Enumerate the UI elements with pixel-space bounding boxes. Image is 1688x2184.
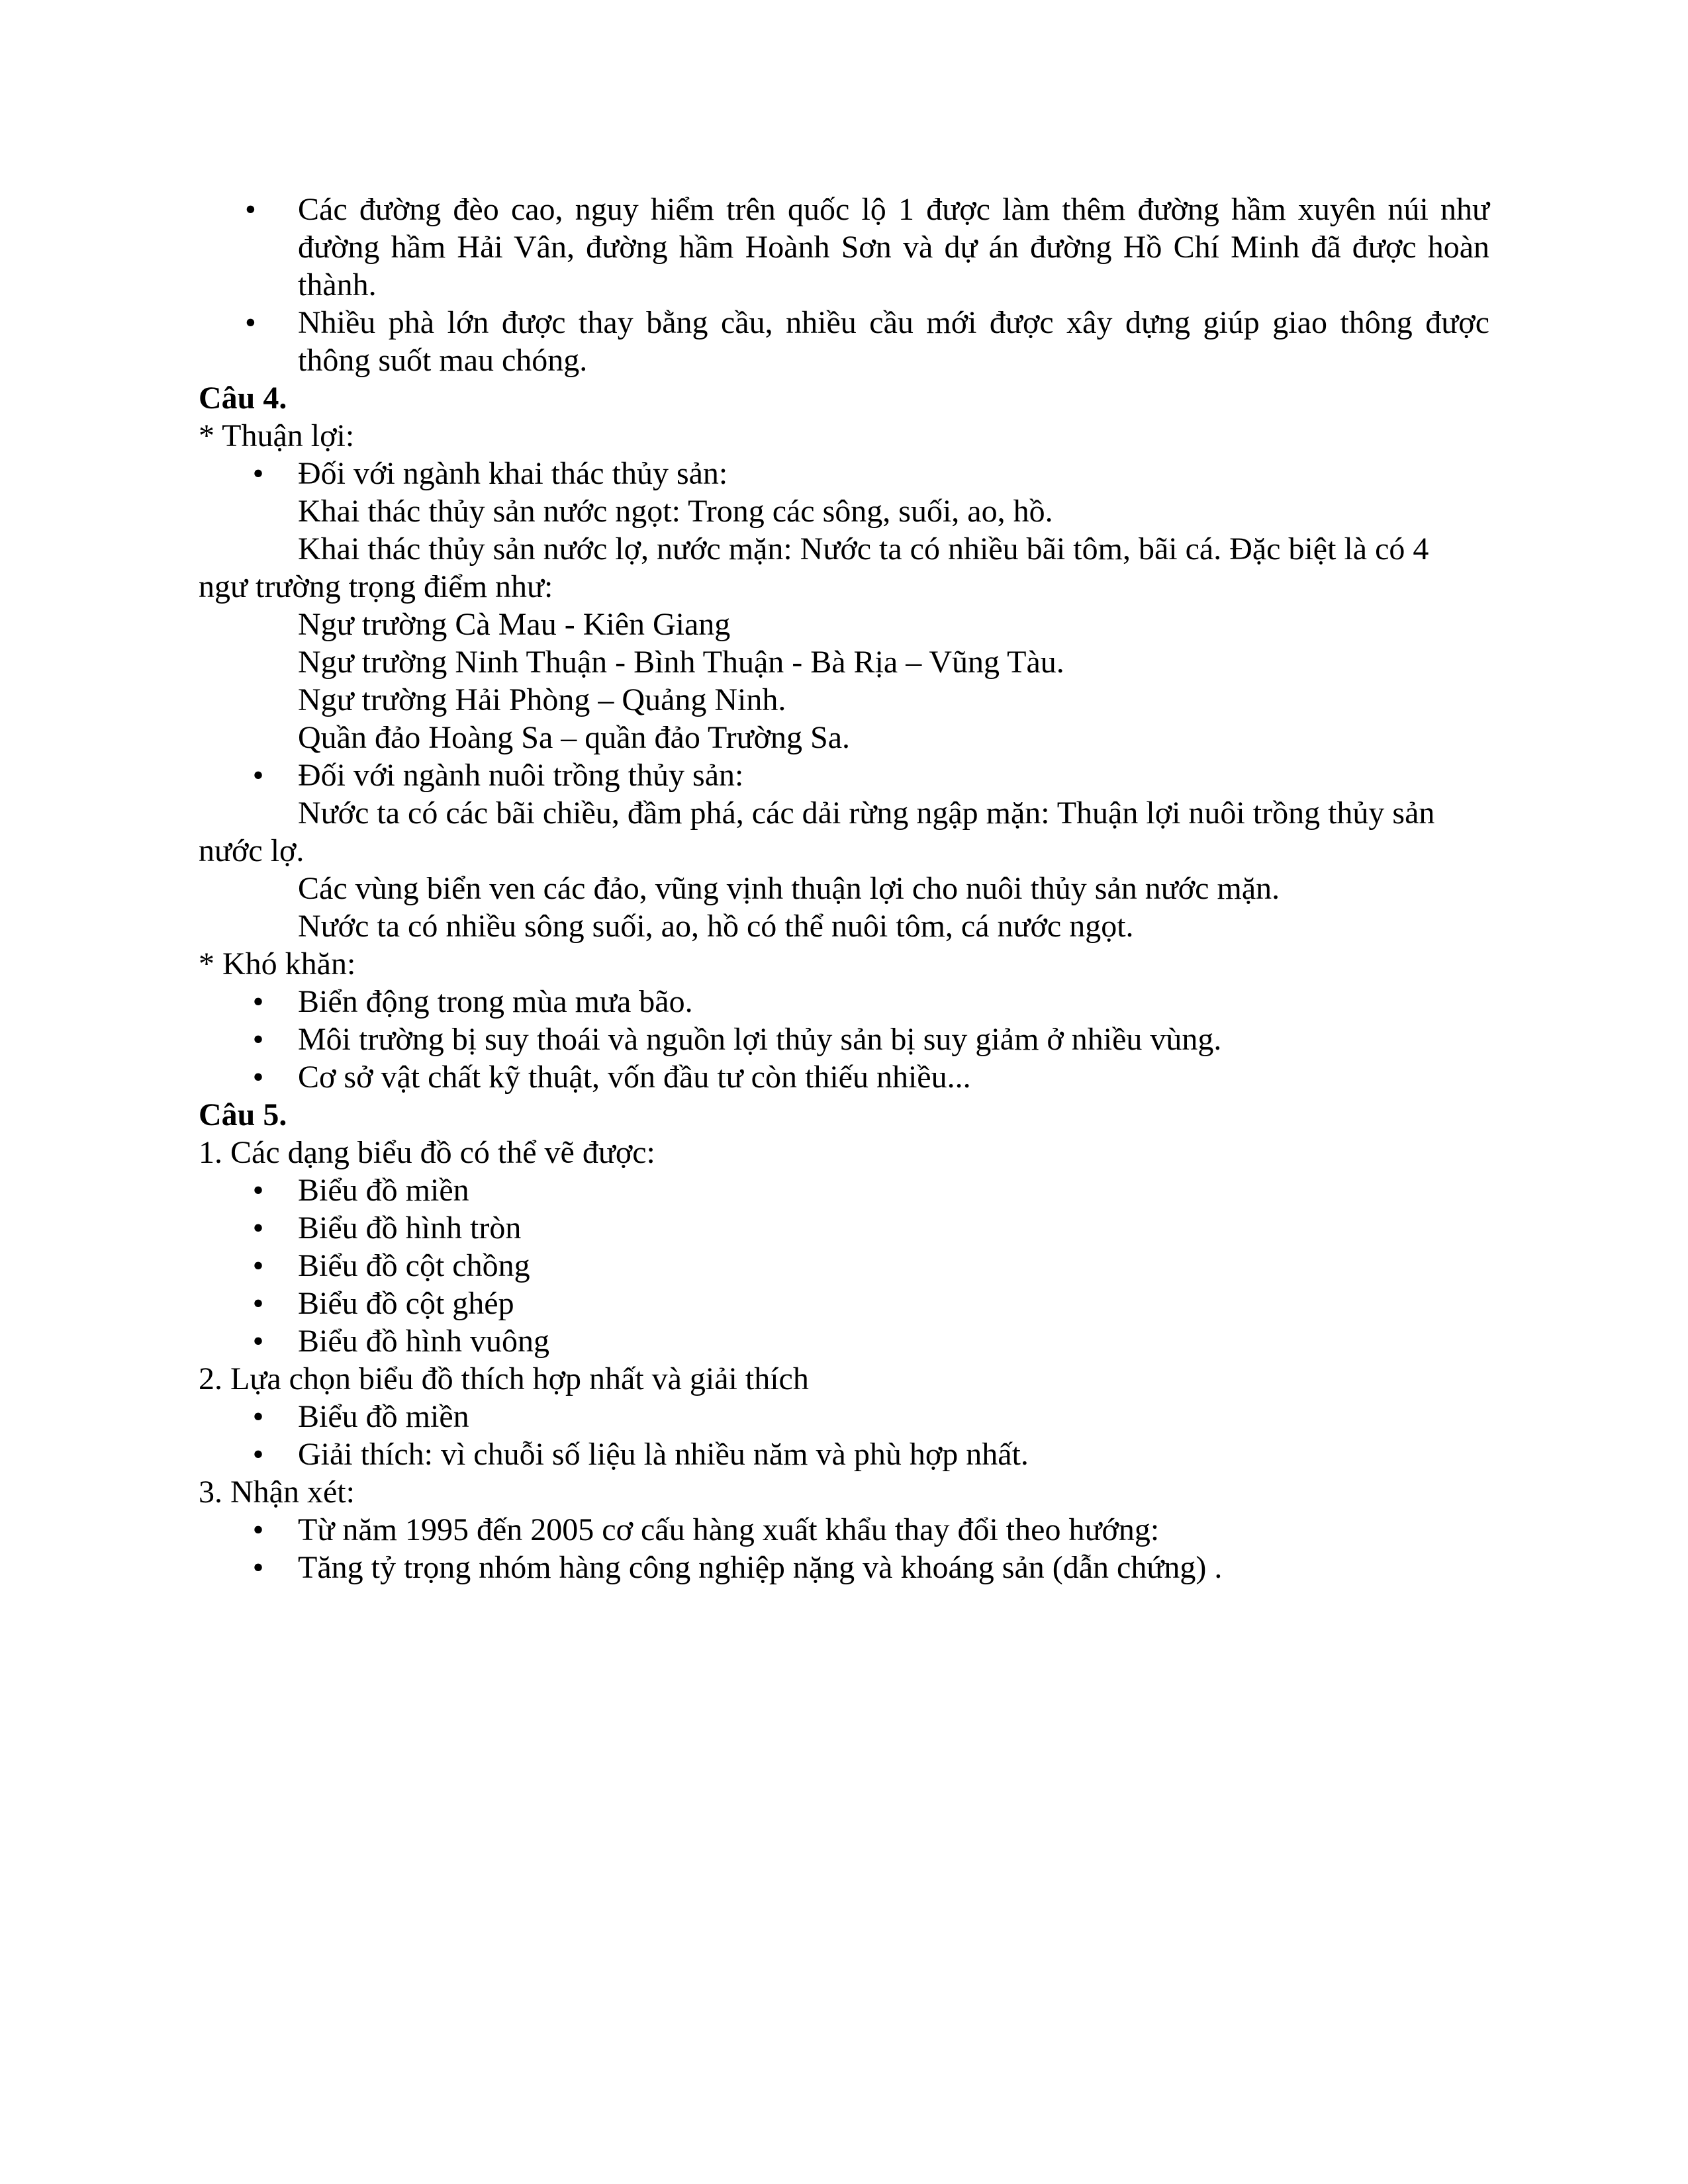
fishing-ground-item: Ngư trường Cà Mau - Kiên Giang (298, 607, 731, 642)
fishing-freshwater-line: Khai thác thủy sản nước ngọt: Trong các sông, suối, ao, hồ. (298, 494, 1053, 529)
intro-bullet-text: Các đường đèo cao, nguy hiểm trên quốc lộ 1 được làm thêm đường hầm xuyên núi như đường hầm Hải Vân, đường hầm Hoành Sơn và dự án đường Hồ Chí Minh đã được hoàn thành. (298, 192, 1489, 302)
part-1-label: 1. Các dạng biểu đồ có thể vẽ được: (199, 1135, 655, 1170)
bullet-icon: • (252, 1248, 264, 1283)
farming-brackish-line: Nước ta có các bãi chiều, đầm phá, các dải rừng ngập mặn: Thuận lợi nuôi trồng thủy sản (298, 796, 1435, 831)
intro-bullet (199, 304, 1489, 379)
chart-type-text: Biểu đồ cột ghép (298, 1286, 514, 1321)
fishing-ground-item: Ngư trường Hải Phòng – Quảng Ninh. (298, 682, 786, 717)
farming-bullet (199, 756, 1489, 794)
remark-text: Từ năm 1995 đến 2005 cơ cấu hàng xuất khẩu thay đổi theo hướng: (298, 1512, 1160, 1547)
fishing-ground-item: Ngư trường Ninh Thuận - Bình Thuận - Bà Rịa – Vũng Tàu. (298, 645, 1064, 680)
fishing-bullet-text: Đối với ngành khai thác thủy sản: (298, 456, 728, 491)
fishing-ground-item: Quần đảo Hoàng Sa – quần đảo Trường Sa. (298, 720, 850, 755)
intro-bullet-text: Nhiều phà lớn được thay bằng cầu, nhiều cầu mới được xây dựng giúp giao thông được thông suốt mau chóng. (298, 305, 1489, 378)
fishing-saltwater-line-cont: ngư trường trọng điểm như: (199, 569, 553, 604)
question-4-heading: Câu 4. (199, 381, 287, 416)
difficulty-text: Môi trường bị suy thoái và nguồn lợi thủy sản bị suy giảm ở nhiều vùng. (298, 1022, 1222, 1057)
bullet-icon: • (252, 1210, 264, 1246)
difficulty-text: Biển động trong mùa mưa bão. (298, 984, 693, 1019)
remark-item (199, 1511, 1489, 1549)
difficulty-item (199, 1058, 1489, 1096)
bullet-icon: • (252, 1512, 264, 1547)
bullet-icon: • (252, 1437, 264, 1472)
bullet-icon: • (252, 1286, 264, 1321)
farming-saltwater-line: Các vùng biển ven các đảo, vũng vịnh thuận lợi cho nuôi thủy sản nước mặn. (298, 871, 1280, 906)
chart-type-item (199, 1171, 1489, 1209)
choice-text: Biểu đồ miền (298, 1399, 469, 1434)
intro-bullet (199, 191, 1489, 304)
bullet-icon: • (252, 1060, 264, 1095)
bullet-icon: • (245, 305, 256, 340)
bullet-icon: • (252, 1399, 264, 1434)
choice-item (199, 1398, 1489, 1435)
farming-freshwater-line: Nước ta có nhiều sông suối, ao, hồ có thể nuôi tôm, cá nước ngọt. (298, 909, 1134, 944)
bullet-icon: • (252, 1550, 264, 1585)
remark-item (199, 1549, 1489, 1586)
chart-type-text: Biểu đồ cột chồng (298, 1248, 530, 1283)
bullet-icon: • (252, 984, 264, 1019)
document-page (199, 191, 1489, 1586)
chart-type-text: Biểu đồ hình vuông (298, 1324, 549, 1359)
part-2-label: 2. Lựa chọn biểu đồ thích hợp nhất và giải thích (199, 1361, 809, 1396)
bullet-icon: • (245, 192, 256, 227)
choice-item (199, 1435, 1489, 1473)
chart-type-item (199, 1209, 1489, 1247)
part-3-label: 3. Nhận xét: (199, 1475, 355, 1510)
question-5-heading: Câu 5. (199, 1097, 287, 1132)
bullet-icon: • (252, 758, 264, 793)
choice-text: Giải thích: vì chuỗi số liệu là nhiều năm và phù hợp nhất. (298, 1437, 1029, 1472)
fishing-saltwater-line: Khai thác thủy sản nước lợ, nước mặn: Nước ta có nhiều bãi tôm, bãi cá. Đặc biệt là có 4 (298, 531, 1429, 567)
chart-type-item (199, 1247, 1489, 1285)
advantages-label: * Thuận lợi: (199, 418, 355, 453)
fishing-bullet (199, 455, 1489, 492)
farming-bullet-text: Đối với ngành nuôi trồng thủy sản: (298, 758, 744, 793)
chart-type-text: Biểu đồ miền (298, 1173, 469, 1208)
bullet-icon: • (252, 456, 264, 491)
bullet-icon: • (252, 1022, 264, 1057)
difficulties-label: * Khó khăn: (199, 946, 356, 981)
difficulty-item (199, 983, 1489, 1021)
bullet-icon: • (252, 1324, 264, 1359)
chart-type-text: Biểu đồ hình tròn (298, 1210, 522, 1246)
remark-text: Tăng tỷ trọng nhóm hàng công nghiệp nặng và khoáng sản (dẫn chứng) . (298, 1550, 1223, 1585)
chart-type-item (199, 1285, 1489, 1322)
farming-brackish-line-cont: nước lợ. (199, 833, 305, 868)
bullet-icon: • (252, 1173, 264, 1208)
difficulty-text: Cơ sở vật chất kỹ thuật, vốn đầu tư còn thiếu nhiều... (298, 1060, 971, 1095)
difficulty-item (199, 1021, 1489, 1058)
chart-type-item (199, 1322, 1489, 1360)
